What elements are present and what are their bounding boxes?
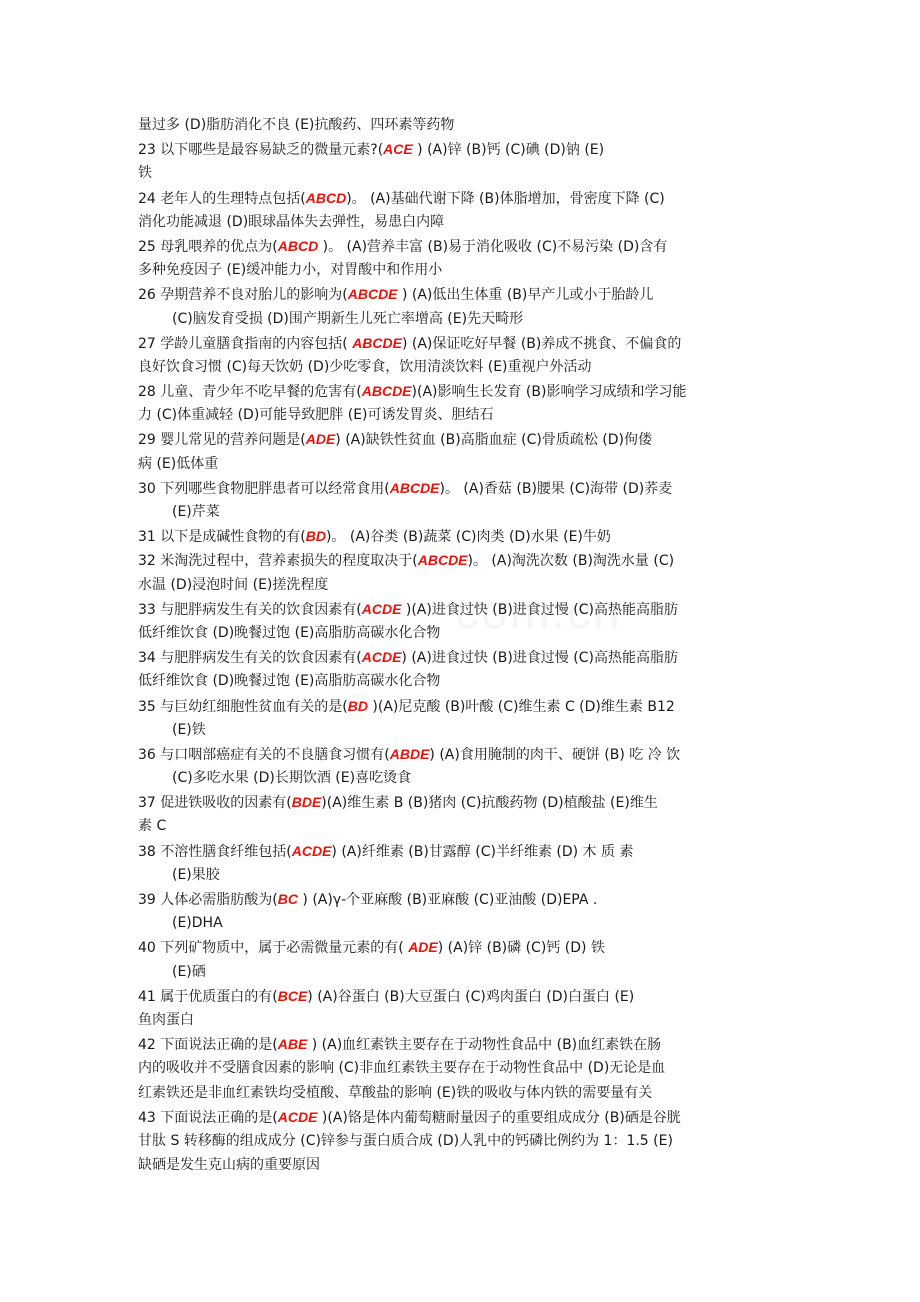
line-text: (E)芹菜 [172,504,220,520]
line-text: 26 孕期营养不良对胎儿的影响为( [138,287,348,304]
line-text: 消化功能减退 (D)眼球晶体失去弹性，易患白内障 [138,213,445,230]
line-options: )(A)维生素 B (B)猪肉 (C)抗酸药物 (D)植酸盐 (E)维生 [321,795,658,812]
answer-key: ABCD [305,189,347,206]
answer-key: ABCD [277,237,319,254]
text-line [138,1008,786,1032]
line-text: 红素铁还是非血红素铁均受植酸、草酸盐的影响 (E)铁的吸收与体内铁的需要量有关 [138,1084,653,1101]
line-text: 多种免疫因子 (E)缓冲能力小，对胃酸中和作用小 [138,262,443,279]
text-line [138,1105,786,1129]
line-options: )。 (A)香菇 (B)腰果 (C)海带 (D)荞麦 [439,480,673,497]
line-text: 33 与肥胖病发生有关的饮食因素有( [138,601,362,618]
text-line [138,427,786,451]
text-line [138,500,786,524]
line-text: 35 与巨幼红细胞性贫血有关的是( [138,698,348,715]
line-text: 25 母乳喂养的优点为( [138,238,278,255]
line-text: 42 下面说法正确的是( [138,1037,278,1054]
line-options: ) (A)缺铁性贫血 (B)高脂血症 (C)骨质疏松 (D)佝偻 [335,432,652,449]
line-text: (E)果胶 [172,866,220,883]
line-options: ) (A)低出生体重 (B)早产儿或小于胎龄儿 [397,287,654,304]
answer-key: ABCDE [347,286,398,303]
text-line [138,1129,786,1153]
line-text: 34 与肥胖病发生有关的饮食因素有( [138,650,362,667]
line-text: 31 以下是成碱性食物的有( [138,529,306,546]
answer-key: ADE [408,939,438,956]
line-options: ) (A)血红素铁主要存在于动物性食品中 (B)血红素铁在肠 [307,1037,662,1054]
line-options: ) (A)锌 (B)磷 (C)钙 (D) 铁 [437,940,605,957]
text-line [138,161,786,185]
line-text: 43 下面说法正确的是( [138,1109,278,1126]
line-options: )。 (A)淘洗次数 (B)淘洗水量 (C) [467,553,675,570]
text-line [138,186,786,210]
text-line [138,911,786,935]
line-text: (C)多吃水果 (D)长期饮酒 (E)喜吃烫食 [172,770,412,787]
line-text: 23 以下哪些是最容易缺乏的微量元素?( [138,142,384,159]
line-text: 28 儿童、青少年不吃早餐的危害有( [138,384,362,401]
answer-key: ABDE [389,745,430,762]
text-line [138,379,786,403]
text-line [138,307,786,331]
text-line [138,597,786,621]
text-line [138,113,786,137]
line-text: 低纤维饮食 (D)晚餐过饱 (E)高脂肪高碳水化合物 [138,624,441,641]
answer-key: ABE [277,1036,308,1053]
answer-key: BD [347,697,368,714]
text-line [138,1081,786,1105]
text-line [138,766,786,790]
answer-key: BD [305,528,326,545]
text-line [138,548,786,572]
answer-key: ADE [305,431,336,448]
text-line [138,210,786,234]
line-text: (E)DHA [172,915,223,932]
text-line [138,403,786,427]
answer-key: BC [277,891,298,907]
text-line [138,669,786,693]
line-text: 39 人体必需脂肪酸为( [138,892,278,908]
text-line [138,1032,786,1056]
text-line [138,984,786,1008]
line-options: )。 (A)谷类 (B)蔬菜 (C)肉类 (D)水果 (E)牛奶 [325,529,611,546]
line-text: 40 下列矿物质中，属于必需微量元素的有( [138,940,409,957]
text-line [138,1153,786,1177]
text-line [138,355,786,379]
line-text: 甘肽 S 转移酶的组成成分 (C)锌参与蛋白质合成 (D)人乳中的钙磷比例约为 1：1.5 (E) [138,1132,673,1149]
text-line [138,282,786,306]
line-text: 30 下列哪些食物肥胖患者可以经常食用( [138,480,390,497]
answer-key: ABCDE [352,334,402,351]
line-options: ) (A)纤维素 (B)甘露醇 (C)半纤维素 (D) 木 质 素 [331,843,634,860]
text-line [138,234,786,258]
text-line [138,814,786,838]
line-text: 41 属于优质蛋白的有( [138,988,278,1005]
line-options: ) (A)保证吃好早餐 (B)养成不挑食、不偏食的 [401,335,682,352]
line-options: )。 (A)基础代谢下降 (B)体脂增加，骨密度下降 (C) [346,190,665,207]
line-options: )(A)影响生长发育 (B)影响学习成绩和学习能 [411,384,687,401]
line-options: ) (A)γ-个亚麻酸 (B)亚麻酸 (C)亚油酸 (D)EPA . [297,892,598,908]
line-text: 36 与口咽部癌症有关的不良膳食习惯有( [138,746,390,763]
line-text: 37 促进铁吸收的因素有( [138,795,292,812]
answer-key: BCE [277,987,308,1004]
text-line [138,258,786,282]
line-text: 力 (C)体重减轻 (D)可能导致肥胖 (E)可诱发胃炎、胆结石 [138,407,494,424]
line-options: )(A)尼克酸 (B)叶酸 (C)维生素 C (D)维生素 B12 [367,698,675,715]
text-line [138,524,786,548]
line-text: 低纤维饮食 (D)晚餐过饱 (E)高脂肪高碳水化合物 [138,673,441,690]
line-text: 38 不溶性膳食纤维包括( [138,843,292,860]
text-line [138,887,786,911]
text-line [138,137,786,161]
answer-key: ABCDE [389,479,440,496]
text-line [138,694,786,718]
line-text: 良好饮食习惯 (C)每天饮奶 (D)少吃零食，饮用清淡饮料 (E)重视户外活动 [138,358,592,375]
text-line [138,645,786,669]
answer-key: ACDE [277,1108,318,1125]
answer-key: ACDE [361,649,402,666]
line-text: (C)脑发育受损 (D)围产期新生儿死亡率增高 (E)先天畸形 [172,310,524,327]
text-line [138,935,786,959]
answer-key: ACDE [361,600,402,617]
answer-key: ABCDE [361,383,412,400]
line-text: 32 米淘洗过程中，营养素损失的程度取决于( [138,553,418,570]
line-text: 铁 [138,165,152,182]
answer-key: ACE [383,141,413,158]
line-options: ) (A)进食过快 (B)进食过慢 (C)高热能高脂肪 [401,650,678,667]
line-text: 24 老年人的生理特点包括( [138,190,306,207]
text-line [138,621,786,645]
text-line [138,573,786,597]
text-line [138,839,786,863]
text-line [138,718,786,742]
line-text: 量过多 (D)脂肪消化不良 (E)抗酸药、四环素等药物 [138,117,455,133]
text-line [138,476,786,500]
line-text: 病 (E)低体重 [138,455,219,472]
text-line [138,452,786,476]
line-text: 29 婴儿常见的营养问题是( [138,432,306,449]
line-options: ) (A)锌 (B)钙 (C)碘 (D)钠 (E) [412,142,605,159]
line-text: 鱼肉蛋白 [138,1011,194,1028]
line-options: ) (A)食用腌制的肉干、硬饼 (B) 吃 冷 饮 [429,746,681,763]
line-options: )(A)进食过快 (B)进食过慢 (C)高热能高脂肪 [401,601,678,618]
line-text: 内的吸收并不受膳食因素的影响 (C)非血红素铁主要存在于动物性食品中 (D)无论是血 [138,1060,666,1077]
text-line [138,863,786,887]
line-text: 水温 (D)浸泡时间 (E)搓洗程度 [138,576,329,593]
line-text: 素 C [138,818,167,835]
answer-key: ABCDE [417,552,468,569]
answer-key: ACDE [291,842,332,859]
line-text: (E)铁 [172,721,206,738]
text-line [138,960,786,984]
text-line [138,1056,786,1080]
line-text: 缺硒是发生克山病的重要原因 [138,1157,320,1174]
line-options: ) (A)谷蛋白 (B)大豆蛋白 (C)鸡肉蛋白 (D)白蛋白 (E) [307,988,635,1005]
answer-key: BDE [291,794,322,811]
text-line [138,790,786,814]
question-list [138,113,786,1177]
text-line [138,742,786,766]
line-options: )。 (A)营养丰富 (B)易于消化吸收 (C)不易污染 (D)含有 [318,238,668,255]
line-text: (E)硒 [172,963,206,980]
text-line [138,331,786,355]
line-options: )(A)铬是体内葡萄糖耐量因子的重要组成成分 (B)硒是谷胱 [317,1109,681,1126]
line-text: 27 学龄儿童膳食指南的内容包括( [138,335,353,352]
